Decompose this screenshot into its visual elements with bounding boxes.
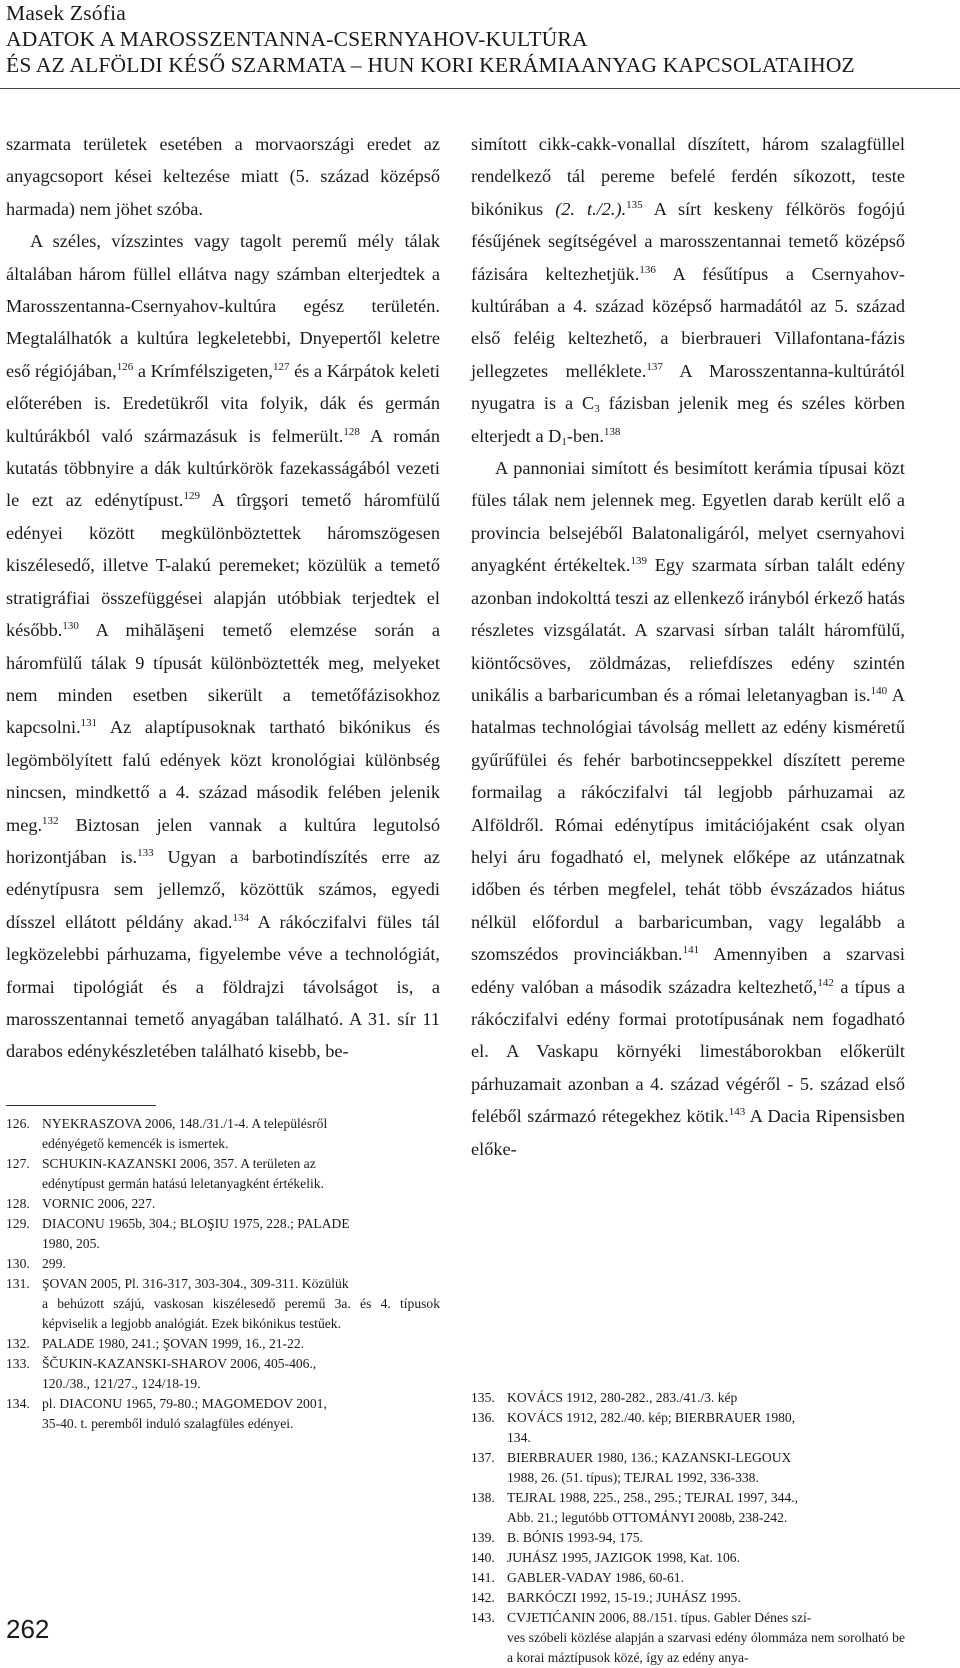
footnote-ref[interactable]: 131 bbox=[80, 717, 98, 730]
footnote-continuation: edénytípust germán hatású leletanyagként értékelik. bbox=[42, 1176, 324, 1191]
footnote-number: 141. bbox=[471, 1570, 495, 1585]
footnote-number: 133. bbox=[6, 1356, 30, 1371]
footnote-text: BIERBRAUER 1980, 136.; KAZANSKI-LEGOUX bbox=[507, 1450, 792, 1465]
footnote-ref[interactable]: 136 bbox=[639, 263, 656, 276]
footnote-ref[interactable]: 137 bbox=[646, 360, 663, 373]
footnote-text: SCHUKIN-KAZANSKI 2006, 357. A területen az bbox=[42, 1156, 316, 1171]
footnote-ref[interactable]: 135 bbox=[626, 198, 643, 211]
footnote-ref[interactable]: 141 bbox=[682, 944, 700, 957]
right-paragraph-2: A pannoniai simított és besimított kerámia típusai közt füles tálak nem jelennek meg. Egyetlen darab került elő a provincia belsejéből Balatonaligáról, melyet csernyahovi anyagként értékeltek.$^{139}$ Egy szarmata sírban talált edény azonban indokolttá teszi az ellenkező irányból érkező hatás részletes vizsgálatát. A szarvasi sírban talált háromfülű, kiöntőcsöves, zöldmázas, reliefdíszes edény szintén unikális a barbaricumban és a római leletanyagban is.$^{140}$ A hatalmas technológiai távolság mellett az edény kisméretű gyűrűfülei és fehér barbotincseppekkel díszített pereme formailag a rákóczifalvi tál legjobb párhuzamai az Alföldről. Római edénytípus imitációjaként csak olyan helyi áru fogadható el, melynek előképe az utánzatnak időben és térben megfelel, tehát több évszázados hiátus nélkül előfordul a barbaricumban, vagy legalább a szomszédos provinciákban.$^{141}$ Amennyiben a szarvasi edény valóban a második századra keltezhető,$^{142}$ a típus a rákóczifalvi edény formai prototípusának nem fogadható el. A Vaskapu környéki limestáborokban előkerült párhuzamait azonban a 4. század végéről - 5. század első feléből származó rétegekhez kötik.$^{143}$ A Dacia Ripensisben előke- bbox=[471, 458, 905, 1159]
footnote-ref[interactable]: 142 bbox=[817, 976, 834, 989]
footnote-ref[interactable]: 133 bbox=[137, 846, 154, 859]
footnote-number: 137. bbox=[471, 1450, 495, 1465]
footnote-item bbox=[471, 1488, 905, 1528]
footnote-item bbox=[6, 1394, 440, 1434]
footnote-number: 136. bbox=[471, 1410, 495, 1425]
footnote-text: NYEKRASZOVA 2006, 148./31./1-4. A településről bbox=[42, 1116, 328, 1131]
footnote-item bbox=[471, 1568, 905, 1588]
footnote-number: 127. bbox=[6, 1156, 30, 1171]
page-number: 262 bbox=[6, 1614, 50, 1644]
footnote-text: pl. DIACONU 1965, 79-80.; MAGOMEDOV 2001, bbox=[42, 1396, 327, 1411]
footnote-item bbox=[6, 1114, 440, 1154]
footnote-item bbox=[6, 1274, 440, 1334]
right-footnotes bbox=[471, 1388, 905, 1668]
footnote-number: 139. bbox=[471, 1530, 495, 1545]
footnote-number: 140. bbox=[471, 1550, 495, 1565]
footnote-item bbox=[471, 1448, 905, 1488]
left-paragraph-2: A széles, vízszintes vagy tagolt peremű mély tálak általában három füllel ellátva nagy számban elterjedtek a Marosszentanna-Csernyahov-kultúra egész területén. Megtalálhatók a kultúra legkeletebbi, Dnyepertől keletre eső régiójában,$^{126}$ a Krímfélszigeten,$^{127}$ és a Kárpátok keleti előterében is. Eredetükről vita folyik, dák és germán kultúrákból való származásuk is felmerült.$^{128}$ A román kutatás többnyire a dák kultúrkörök fazekasságából vezeti le ezt az edénytípust.$^{129}$ A tîrgşori temető háromfülű edényei között megkülönböztettek háromszögesen kiszélesedő, illetve T-alakú peremeket; közülük a temető stratigráfiai összefüggései alapján utóbbiak terjedtek el később.$^{130}$ A mihălăşeni temető elemzése során a háromfülű tálak 9 típusát különböztették meg, melyeket nem minden esetben sikerült a temetőfázisokhoz kapcsolni.$^{131}$ Az alaptípusoknak tartható bikónikus és legömbölyített falú edények közt kronológiai különbség nincsen, mindkettő a 4. század második felében jelenik meg.$^{132}$ Biztosan jelen vannak a kultúra legutolsó horizontjában is.$^{133}$ Ugyan a barbotindíszítés erre az edénytípusra sem jellemző, közöttük számos, egyedi dísszel ellátott példány akad.$^{134}$ A rákóczifalvi füles tál legközelebbi párhuzama, figyelembe véve a technológiát, formai tipológiát és a földrajzi távolságot is, a marosszentannai temető anyagában található. A 31. sír 11 darabos edénykészletében található kisebb, be- bbox=[6, 231, 440, 1062]
footnote-item bbox=[471, 1588, 905, 1608]
left-paragraph-1: szarmata területek esetében a morvaországi eredet az anyagcsoport kései keltezése miatt (5. század középső harmada) nem jöhet szóba. bbox=[6, 134, 440, 219]
left-footnotes bbox=[6, 1114, 440, 1434]
footnote-continuation: edényégető kemencék is ismertek. bbox=[42, 1136, 229, 1151]
footnote-number: 128. bbox=[6, 1196, 30, 1211]
right-paragraph-1: simított cikk-cakk-vonallal díszített, három szalagfüllel rendelkező tál pereme befelé ferdén síkozott, teste bikónikus (2. t./2.).$^{135}$ A sírt keskeny félkörös fogójú fésűjének segítségével a marosszentannai temető középső fázisára keltezhetjük.$^{136}$ A fésűtípus a Csernyahov-kultúrában a 4. század középső harmadától az 5. század első feléig keltezhető, a bierbraueri Villafontana-fázis jellegzetes melléklete.$^{137}$ A Marosszentanna-kultúrától nyugatra is a $C_3$ fázisban jelenik meg és széles körben elterjedt a $D_1-ben.^{138}$ bbox=[471, 134, 906, 448]
footnote-ref[interactable]: 134 bbox=[232, 911, 249, 924]
footnote-continuation: a behúzott szájú, vaskosan kiszélesedő peremű 3a. és 4. típusok képviselik a legjobb analógiát. Ezek bikónikus testűek. bbox=[42, 1296, 440, 1331]
footnote-ref[interactable]: 126 bbox=[116, 360, 134, 373]
article-title-line-1: ADATOK A MAROSSZENTANNA-CSERNYAHOV-KULTÚRA bbox=[6, 27, 588, 51]
footnote-continuation: ves szóbeli közlése alapján a szarvasi edény ólommáza nem sorolható be a korai máztípusok közé, így az edény anya- bbox=[507, 1630, 905, 1665]
footnote-item bbox=[471, 1548, 905, 1568]
footnote-item bbox=[6, 1194, 440, 1214]
footnote-text: ŠČUKIN-KAZANSKI-SHAROV 2006, 405-406., bbox=[42, 1356, 317, 1371]
footnote-number: 134. bbox=[6, 1396, 30, 1411]
footnote-text: BARKÓCZI 1992, 15-19.; JUHÁSZ 1995. bbox=[507, 1590, 741, 1605]
footnote-item bbox=[471, 1608, 905, 1668]
footnote-number: 143. bbox=[471, 1610, 495, 1625]
footnote-text: KOVÁCS 1912, 282./40. kép; BIERBRAUER 1980, bbox=[507, 1410, 796, 1425]
footnote-text: KOVÁCS 1912, 280-282., 283./41./3. kép bbox=[507, 1390, 738, 1405]
footnote-text: GABLER-VADAY 1986, 60-61. bbox=[507, 1570, 684, 1585]
footnote-continuation: 1988, 26. (51. típus); TEJRAL 1992, 336-338. bbox=[507, 1470, 759, 1485]
footnote-continuation: Abb. 21.; legutóbb OTTOMÁNYI 2008b, 238-242. bbox=[507, 1510, 788, 1525]
footnote-text: CVJETIĆANIN 2006, 88./151. típus. Gabler Dénes szí- bbox=[507, 1610, 812, 1625]
footnote-ref[interactable]: 129 bbox=[183, 490, 200, 503]
footnote-text: B. BÓNIS 1993-94, 175. bbox=[507, 1530, 643, 1545]
footnote-item bbox=[6, 1214, 440, 1254]
footnote-item bbox=[6, 1334, 440, 1354]
footnote-number: 132. bbox=[6, 1336, 30, 1351]
footnote-number: 135. bbox=[471, 1390, 495, 1405]
footnote-text: PALADE 1980, 241.; ŞOVAN 1999, 16., 21-22. bbox=[42, 1336, 305, 1351]
footnote-text: JUHÁSZ 1995, JAZIGOK 1998, Kat. 106. bbox=[507, 1550, 740, 1565]
footnote-ref[interactable]: 138 bbox=[603, 425, 621, 438]
footnote-number: 142. bbox=[471, 1590, 495, 1605]
right-column bbox=[471, 128, 905, 1165]
footnote-continuation: 35-40. t. peremből induló szalagfüles edényei. bbox=[42, 1416, 294, 1431]
footnote-text: 299. bbox=[42, 1256, 66, 1271]
footnote-text: VORNIC 2006, 227. bbox=[42, 1196, 156, 1211]
footnote-ref[interactable]: 128 bbox=[343, 425, 360, 438]
footnote-ref[interactable]: 143 bbox=[728, 1106, 746, 1119]
footnote-item bbox=[471, 1408, 905, 1448]
article-title-line-2: ÉS AZ ALFÖLDI KÉSŐ SZARMATA – HUN KORI KERÁMIAANYAG KAPCSOLATAIHOZ bbox=[6, 53, 855, 77]
footnote-item bbox=[471, 1388, 905, 1408]
footnote-number: 126. bbox=[6, 1116, 30, 1131]
footnote-text: DIACONU 1965b, 304.; BLOŞIU 1975, 228.; PALADE bbox=[42, 1216, 350, 1231]
footnote-text: TEJRAL 1988, 225., 258., 295.; TEJRAL 1997, 344., bbox=[507, 1490, 799, 1505]
footnote-item bbox=[6, 1354, 440, 1394]
footnote-continuation: 120./38., 121/27., 124/18-19. bbox=[42, 1376, 201, 1391]
footnote-ref[interactable]: 132 bbox=[42, 814, 59, 827]
footnote-number: 129. bbox=[6, 1216, 30, 1231]
footnote-ref[interactable]: 127 bbox=[272, 360, 290, 373]
footnote-number: 131. bbox=[6, 1276, 30, 1291]
header-rule bbox=[0, 88, 960, 89]
left-footnote-rule bbox=[6, 1105, 156, 1106]
footnote-item bbox=[6, 1154, 440, 1194]
footnote-item bbox=[6, 1254, 440, 1274]
footnote-continuation: 134. bbox=[507, 1430, 531, 1445]
author-name: Masek Zsófia bbox=[6, 1, 127, 25]
footnote-ref[interactable]: 130 bbox=[62, 619, 79, 632]
footnote-item bbox=[471, 1528, 905, 1548]
left-column bbox=[6, 128, 440, 1068]
footnote-ref[interactable]: 140 bbox=[870, 684, 888, 697]
footnote-continuation: 1980, 205. bbox=[42, 1236, 100, 1251]
footnote-text: ŞOVAN 2005, Pl. 316-317, 303-304., 309-311. Közülük bbox=[42, 1276, 349, 1291]
footnote-number: 138. bbox=[471, 1490, 495, 1505]
running-header bbox=[6, 0, 946, 78]
footnote-number: 130. bbox=[6, 1256, 30, 1271]
footnote-ref[interactable]: 139 bbox=[630, 555, 647, 568]
